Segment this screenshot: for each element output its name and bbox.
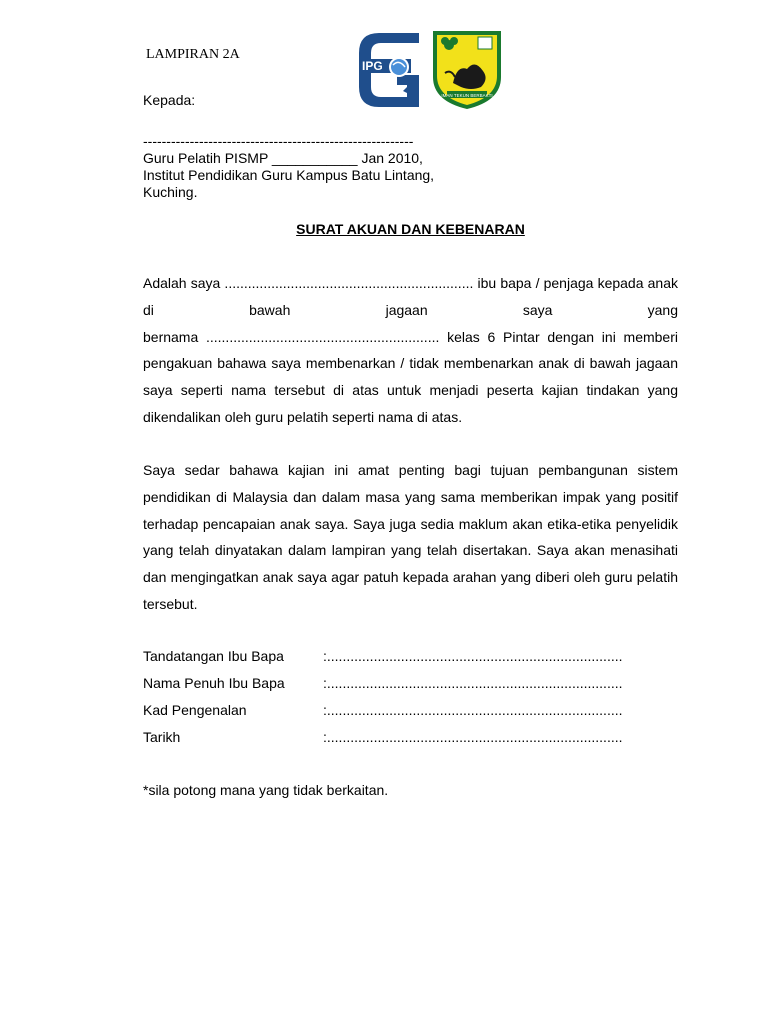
paragraph-consent: [143, 270, 678, 431]
paragraph-awareness: Saya sedar bahawa kajian ini amat penting bagi tujuan pembangunan sistem pendidikan di Malaysia dan dalam masa yang sama memberikan impak yang positif terhadap pencapaian anak saya. Saya juga sedia maklum akan etika-etika penyelidik yang telah dinyatakan dalam lampiran yang telah disertakan. Saya akan menasihati dan mengingatkan anak saya agar patuh kepada arahan yang diberi oleh guru pelatih tersebut.: [143, 462, 678, 612]
letter-title: SURAT AKUAN DAN KEBENARAN: [296, 221, 525, 237]
field-blank: :............................................................................: [323, 675, 623, 691]
field-label: Tandatangan Ibu Bapa: [143, 648, 284, 664]
address-block: [143, 133, 434, 201]
footnote: *sila potong mana yang tidak berkaitan.: [143, 782, 389, 798]
address-line: Guru Pelatih PISMP ___________ Jan 2010,: [143, 150, 423, 166]
ipg-logo-text: IPG: [362, 59, 383, 73]
recipient-heading: Kepada:: [143, 92, 196, 108]
logos: [357, 29, 503, 111]
address-line: Kuching.: [143, 184, 198, 200]
field-label: Kad Pengenalan: [143, 702, 247, 718]
lampiran-label: LAMPIRAN 2A: [146, 47, 240, 62]
field-label: Nama Penuh Ibu Bapa: [143, 675, 285, 691]
address-line: Institut Pendidikan Guru Kampus Batu Lintang,: [143, 167, 435, 183]
paragraph-consent-body: bernama ............................................................ kelas 6 Pintar dengan ini memberi pengakuan bahawa saya membenarkan / tidak membenarkan anak di bawah jagaan saya seperti nama tersebut di atas untuk menjadi peserta kajian tindakan yang dikendalikan oleh guru pelatih seperti nama di atas.: [143, 328, 678, 425]
field-blank: :............................................................................: [323, 729, 623, 745]
crest-motto: IMAN TEKUN BERBAKTI: [441, 93, 493, 98]
field-label: Tarikh: [143, 729, 181, 745]
paragraph-consent-opening: Adalah saya ................................................................ ibu bapa / penjaga kepada anak di bawah jagaan saya yang: [143, 275, 678, 318]
ipg-logo: [359, 33, 419, 107]
address-line: ----------------------------------------------------------: [143, 133, 414, 149]
field-blank: :............................................................................: [323, 702, 623, 718]
field-blank: :............................................................................: [323, 648, 623, 664]
school-crest: [433, 31, 501, 109]
